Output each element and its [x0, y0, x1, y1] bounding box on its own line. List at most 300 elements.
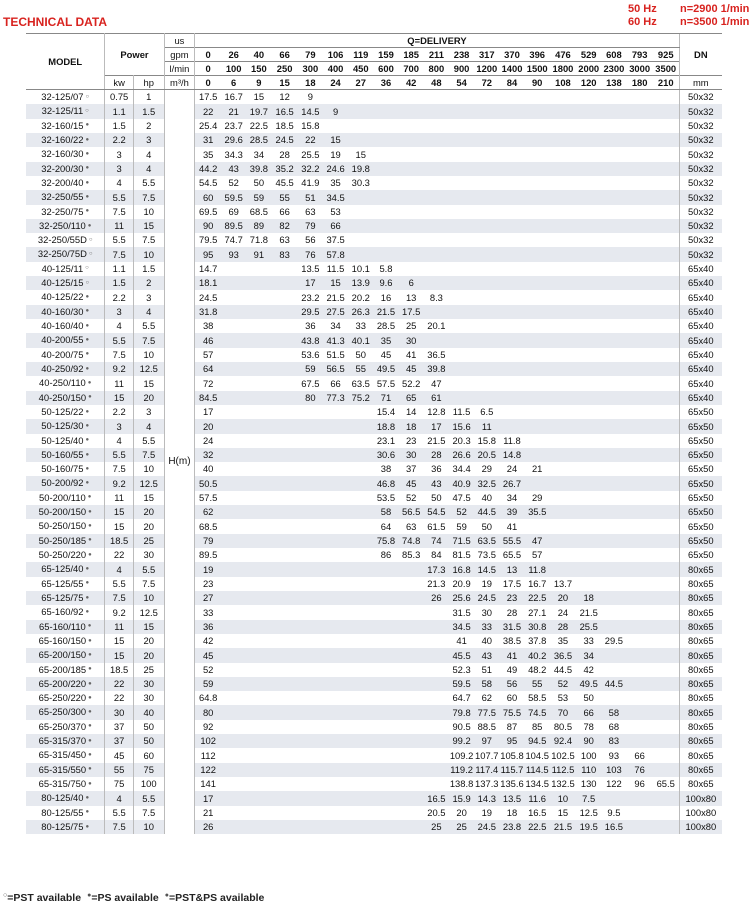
availability-mark: ○: [85, 93, 90, 100]
head-value-cell: 80: [298, 391, 323, 405]
head-value-cell: [424, 777, 449, 791]
head-value-cell: [399, 620, 424, 634]
head-value-cell: 32.5: [474, 476, 499, 490]
head-value-cell: [424, 677, 449, 691]
head-value-cell: [550, 376, 576, 390]
head-value-cell: 41: [405, 348, 417, 360]
head-value-cell: [399, 247, 424, 261]
head-value-cell: 25.5: [301, 148, 320, 160]
dn-cell: 80x65: [679, 605, 722, 619]
head-value-cell: 16.7: [528, 577, 547, 589]
hp-cell: 5.5: [133, 791, 164, 805]
dn-cell: 65x50: [679, 462, 722, 476]
header-lmin-9: 800: [424, 62, 449, 76]
head-value-cell: 74.5: [525, 705, 550, 719]
availability-mark: ●: [87, 222, 92, 229]
head-value-cell: [399, 734, 424, 748]
head-value-cell: 18.1: [195, 276, 221, 290]
head-value-cell: [525, 119, 550, 133]
head-value-cell: [653, 219, 679, 233]
kw-cell: 11: [105, 620, 133, 634]
availability-mark: ●: [88, 523, 92, 530]
head-value-cell: 31: [195, 133, 221, 147]
head-value-cell: 66: [279, 205, 290, 217]
head-value-cell: [373, 176, 398, 190]
head-value-cell: [271, 677, 297, 691]
model-name: 65-125/40: [41, 563, 84, 575]
head-value-cell: [246, 419, 271, 433]
head-value-cell: [399, 648, 424, 662]
head-value-cell: [653, 133, 679, 147]
head-value-cell: [499, 162, 524, 176]
dn-cell: 65x40: [679, 305, 722, 319]
head-value-cell: [601, 648, 626, 662]
model-name: 65-315/450: [38, 749, 87, 761]
head-value-cell: 33: [583, 635, 594, 647]
head-value-cell: [601, 376, 626, 390]
hp-cell: 20: [133, 519, 164, 533]
head-value-cell: [449, 290, 474, 304]
head-value-cell: 130: [580, 778, 597, 790]
head-value-cell: 35: [330, 177, 341, 189]
head-value-cell: [271, 634, 297, 648]
head-value-cell: [221, 434, 246, 448]
head-value-cell: [221, 720, 246, 734]
dn-cell: 80x65: [679, 705, 722, 719]
model-cell: [26, 519, 105, 533]
head-value-cell: [525, 276, 550, 290]
head-value-cell: 41.9: [301, 177, 320, 189]
model-cell: [26, 247, 105, 261]
head-value-cell: 86: [380, 549, 392, 561]
head-value-cell: [627, 176, 653, 190]
dn-cell: 50x32: [679, 247, 722, 261]
head-value-cell: [499, 419, 524, 433]
head-value-cell: [298, 448, 323, 462]
availability-mark: ●: [85, 480, 90, 487]
table-row: [26, 806, 722, 820]
head-value-cell: [525, 104, 550, 118]
head-value-cell: 50: [253, 177, 265, 189]
kw-cell: 1.5: [105, 119, 133, 133]
head-value-cell: [576, 90, 601, 105]
head-value-cell: [627, 620, 653, 634]
head-value-cell: [627, 577, 653, 591]
head-value-cell: [323, 691, 348, 705]
hp-cell: 5.5: [133, 319, 164, 333]
head-value-cell: [627, 190, 653, 204]
header-gpm-2: 40: [253, 49, 265, 60]
head-value-cell: [474, 219, 499, 233]
head-value-cell: 107.7: [475, 749, 499, 761]
head-value-cell: 39.8: [424, 362, 449, 376]
head-value-cell: [550, 119, 576, 133]
head-value-cell: [246, 663, 271, 677]
head-value-cell: [576, 104, 601, 118]
model-cell: [26, 476, 105, 490]
header-lmin-4: 300: [298, 62, 323, 76]
hp-cell: 75: [133, 763, 164, 777]
head-value-cell: [576, 519, 601, 533]
head-value-cell: [348, 247, 373, 261]
header-unit-m3h: m³/h: [164, 76, 195, 90]
head-value-cell: 16.5: [601, 820, 626, 834]
head-value-cell: [499, 405, 524, 419]
head-value-cell: 11.5: [326, 263, 345, 275]
availability-mark: ●: [88, 709, 92, 716]
head-value-cell: 90: [576, 734, 601, 748]
dn-cell: 50x32: [679, 176, 722, 190]
header-m3h-18: 210: [653, 76, 679, 90]
head-value-cell: [373, 133, 398, 147]
head-value-cell: 23.7: [224, 119, 243, 131]
head-value-cell: [627, 147, 653, 161]
head-value-cell: [246, 677, 271, 691]
head-value-cell: [601, 491, 626, 505]
head-value-cell: 46: [195, 333, 221, 347]
head-value-cell: [348, 663, 373, 677]
head-value-cell: 29: [481, 463, 492, 475]
model-name: 50-200/110: [39, 491, 86, 503]
head-value-cell: [627, 419, 653, 433]
head-value-cell: [601, 133, 626, 147]
head-value-cell: 61.5: [427, 520, 446, 532]
model-cell: [26, 162, 105, 176]
head-value-cell: 15.6: [449, 419, 474, 433]
head-value-cell: [348, 748, 373, 762]
head-value-cell: 44.5: [553, 663, 573, 675]
availability-mark: ●: [85, 122, 90, 129]
head-value-cell: 74: [424, 534, 449, 548]
availability-mark: ●: [88, 737, 92, 744]
head-value-cell: [576, 434, 601, 448]
hp-cell: 20: [133, 391, 164, 405]
head-value-cell: 80.5: [553, 721, 573, 733]
head-value-cell: [474, 133, 499, 147]
head-value-cell: [576, 505, 601, 519]
head-value-cell: [474, 348, 499, 362]
head-value-cell: 62: [481, 692, 492, 704]
head-value-cell: [246, 777, 271, 791]
head-value-cell: [576, 190, 601, 204]
head-value-cell: 29.5: [604, 635, 624, 647]
head-value-cell: [525, 405, 550, 419]
head-value-cell: [221, 476, 246, 490]
head-value-cell: [627, 219, 653, 233]
head-value-cell: [348, 648, 373, 662]
legend-symbol: ○: [3, 892, 8, 899]
kw-cell: 7.5: [105, 820, 133, 834]
head-value-cell: 62: [195, 505, 221, 519]
model-cell: [26, 176, 105, 190]
head-value-cell: 11: [474, 419, 499, 433]
head-value-cell: [525, 247, 550, 261]
head-value-cell: [627, 362, 653, 376]
head-value-cell: [373, 104, 398, 118]
head-value-cell: [271, 663, 297, 677]
head-value-cell: [550, 462, 576, 476]
head-value-cell: [399, 820, 424, 834]
head-value-cell: 24.5: [474, 820, 499, 834]
head-value-cell: [653, 791, 679, 805]
head-value-cell: [246, 748, 271, 762]
dn-cell: 65x40: [679, 376, 722, 390]
head-value-cell: 58: [474, 677, 499, 691]
head-value-cell: [576, 577, 601, 591]
head-value-cell: [348, 448, 373, 462]
head-value-cell: [348, 434, 373, 448]
head-value-cell: [653, 104, 679, 118]
hp-cell: 10: [133, 205, 164, 219]
kw-cell: 5.5: [105, 233, 133, 247]
head-value-cell: 15: [323, 276, 348, 290]
head-value-cell: [271, 462, 297, 476]
head-value-cell: 19.7: [246, 104, 271, 118]
table-row: [26, 104, 722, 118]
head-value-cell: 55: [271, 190, 297, 204]
hp-cell: 4: [133, 162, 164, 176]
head-value-cell: [271, 763, 297, 777]
head-value-cell: 75.8: [373, 534, 398, 548]
head-value-cell: [271, 276, 297, 290]
header-unit-gpm-top: us: [164, 34, 195, 48]
model-name: 65-160/92: [41, 606, 84, 618]
head-value-cell: [653, 147, 679, 161]
dn-cell: 80x65: [679, 677, 722, 691]
head-value-cell: [499, 276, 524, 290]
head-value-cell: [323, 462, 348, 476]
head-value-cell: 45: [399, 362, 424, 376]
availability-mark: ●: [85, 150, 90, 157]
availability-mark: ●: [88, 680, 92, 687]
head-value-cell: 14.7: [199, 263, 218, 275]
head-value-cell: [627, 133, 653, 147]
head-value-cell: [323, 648, 348, 662]
head-value-cell: 9: [323, 104, 348, 118]
table-row: [26, 677, 722, 691]
head-value-cell: 35: [202, 148, 214, 160]
head-value-cell: 44.5: [601, 677, 626, 691]
model-name: 32-250/110: [39, 219, 86, 231]
head-value-cell: 59: [195, 677, 221, 691]
availability-mark: ●: [85, 594, 90, 601]
hp-cell: 25: [133, 534, 164, 548]
head-value-cell: [424, 133, 449, 147]
model-name: 40-160/30: [41, 305, 84, 317]
head-value-cell: [271, 748, 297, 762]
table-row: [26, 519, 722, 533]
table-row: [26, 548, 722, 562]
header-lmin-6: 450: [348, 62, 373, 76]
header-unit-lmin: l/min: [164, 62, 195, 76]
head-value-cell: 13.5: [499, 791, 524, 805]
head-value-cell: [298, 434, 323, 448]
head-value-cell: [601, 233, 626, 247]
head-value-cell: [298, 791, 323, 805]
head-value-cell: [298, 677, 323, 691]
head-value-cell: 102: [195, 734, 221, 748]
head-value-cell: [627, 476, 653, 490]
head-value-cell: 36: [195, 620, 221, 634]
header-lmin-7: 600: [373, 62, 398, 76]
head-value-cell: [601, 419, 626, 433]
model-name: 32-160/22: [41, 133, 84, 145]
head-value-cell: 11.8: [525, 562, 550, 576]
head-value-cell: [323, 734, 348, 748]
head-value-cell: [298, 777, 323, 791]
head-value-cell: [271, 691, 297, 705]
availability-mark: ●: [85, 337, 90, 344]
head-value-cell: 50.5: [195, 476, 221, 490]
model-name: 32-160/15: [41, 119, 84, 131]
head-value-cell: [576, 376, 601, 390]
head-value-cell: 89.5: [199, 549, 218, 561]
head-value-cell: [271, 734, 297, 748]
head-value-cell: 54.5: [424, 505, 449, 519]
head-value-cell: [627, 534, 653, 548]
head-value-cell: [399, 176, 424, 190]
head-value-cell: [653, 290, 679, 304]
head-value-cell: 141: [200, 778, 216, 790]
kw-cell: 22: [105, 691, 133, 705]
head-value-cell: 112.5: [551, 764, 575, 776]
head-value-cell: 25: [405, 320, 417, 332]
head-value-cell: 12: [279, 91, 290, 103]
head-value-cell: 57: [531, 549, 543, 561]
head-value-cell: [550, 319, 576, 333]
model-name: 40-200/75: [41, 348, 84, 360]
head-value-cell: [246, 791, 271, 805]
hp-cell: 10: [133, 820, 164, 834]
model-name: 40-125/15: [41, 277, 84, 289]
head-value-cell: [601, 305, 626, 319]
head-value-cell: 26.3: [348, 305, 373, 319]
header-m3h-13: 90: [525, 76, 550, 90]
model-name: 65-250/370: [38, 720, 87, 732]
head-value-cell: [323, 577, 348, 591]
model-name: 65-125/75: [41, 591, 84, 603]
availability-mark: ●: [88, 666, 92, 673]
dn-cell: 50x32: [679, 219, 722, 233]
dn-cell: 80x65: [679, 634, 722, 648]
kw-cell: 5.5: [105, 806, 133, 820]
kw-cell: 7.5: [105, 247, 133, 261]
kw-cell: 5.5: [105, 577, 133, 591]
head-value-cell: 11.8: [503, 434, 521, 446]
head-value-cell: [550, 176, 576, 190]
head-value-cell: 25: [449, 820, 474, 834]
head-value-cell: [271, 262, 297, 276]
model-cell: [26, 620, 105, 634]
head-value-cell: [601, 791, 626, 805]
header-lmin-15: 2000: [576, 62, 601, 76]
header-row: [26, 34, 722, 48]
availability-mark: ●: [88, 766, 92, 773]
head-value-cell: 15: [253, 91, 265, 103]
head-value-cell: [601, 176, 626, 190]
head-value-cell: [323, 663, 348, 677]
dn-cell: 80x65: [679, 577, 722, 591]
model-name: 65-250/300: [38, 706, 87, 718]
availability-mark: ●: [88, 537, 92, 544]
head-value-cell: 69: [228, 205, 239, 217]
head-value-cell: [373, 562, 398, 576]
head-value-cell: [474, 262, 499, 276]
head-value-cell: [373, 190, 398, 204]
head-value-cell: [348, 190, 373, 204]
head-value-cell: [348, 620, 373, 634]
head-value-cell: [627, 720, 653, 734]
dn-cell: 100x80: [679, 806, 722, 820]
table-row: [26, 820, 722, 834]
head-value-cell: 21.5: [579, 606, 598, 618]
head-value-cell: [298, 562, 323, 576]
model-cell: [26, 462, 105, 476]
head-value-cell: [298, 519, 323, 533]
head-value-cell: [449, 119, 474, 133]
head-value-cell: [373, 777, 398, 791]
table-row: [26, 634, 722, 648]
header-m3h-0: 0: [195, 76, 221, 90]
hp-cell: 7.5: [133, 577, 164, 591]
head-value-cell: [499, 147, 524, 161]
kw-cell: 11: [105, 376, 133, 390]
head-value-cell: 93: [221, 247, 246, 261]
head-value-cell: 16.5: [424, 791, 449, 805]
model-name: 50-125/40: [41, 434, 84, 446]
head-value-cell: [373, 820, 398, 834]
head-value-cell: [298, 577, 323, 591]
head-value-cell: [399, 720, 424, 734]
head-value-cell: [348, 405, 373, 419]
model-cell: [26, 133, 105, 147]
hp-cell: 20: [133, 648, 164, 662]
hp-cell: 40: [133, 705, 164, 719]
head-value-cell: 99.2: [449, 734, 474, 748]
dn-cell: 80x65: [679, 591, 722, 605]
head-value-cell: [550, 562, 576, 576]
head-value-cell: [221, 734, 246, 748]
head-value-cell: 34.3: [224, 148, 243, 160]
head-value-cell: 47: [431, 377, 442, 389]
head-value-cell: [550, 162, 576, 176]
head-value-cell: 21: [221, 104, 246, 118]
head-value-cell: [601, 391, 626, 405]
kw-cell: 75: [105, 777, 133, 791]
model-name: 40-250/92: [41, 362, 84, 374]
head-value-cell: 21: [531, 463, 543, 475]
header-gpm-15: 529: [580, 49, 597, 60]
head-value-cell: [653, 276, 679, 290]
head-value-cell: [348, 591, 373, 605]
head-value-cell: 30.8: [525, 620, 550, 634]
head-value-cell: [576, 348, 601, 362]
head-value-cell: [576, 405, 601, 419]
head-value-cell: [221, 562, 246, 576]
head-value-cell: 79: [195, 534, 221, 548]
head-value-cell: [525, 162, 550, 176]
speed-labels: [680, 3, 749, 29]
dn-cell: 100x80: [679, 820, 722, 834]
head-value-cell: 23: [202, 577, 214, 589]
head-value-cell: [449, 147, 474, 161]
head-value-cell: [576, 162, 601, 176]
head-value-cell: 105.8: [500, 749, 524, 761]
head-value-cell: [271, 806, 297, 820]
head-value-cell: [221, 262, 246, 276]
head-value-cell: [424, 691, 449, 705]
hp-cell: 15: [133, 491, 164, 505]
